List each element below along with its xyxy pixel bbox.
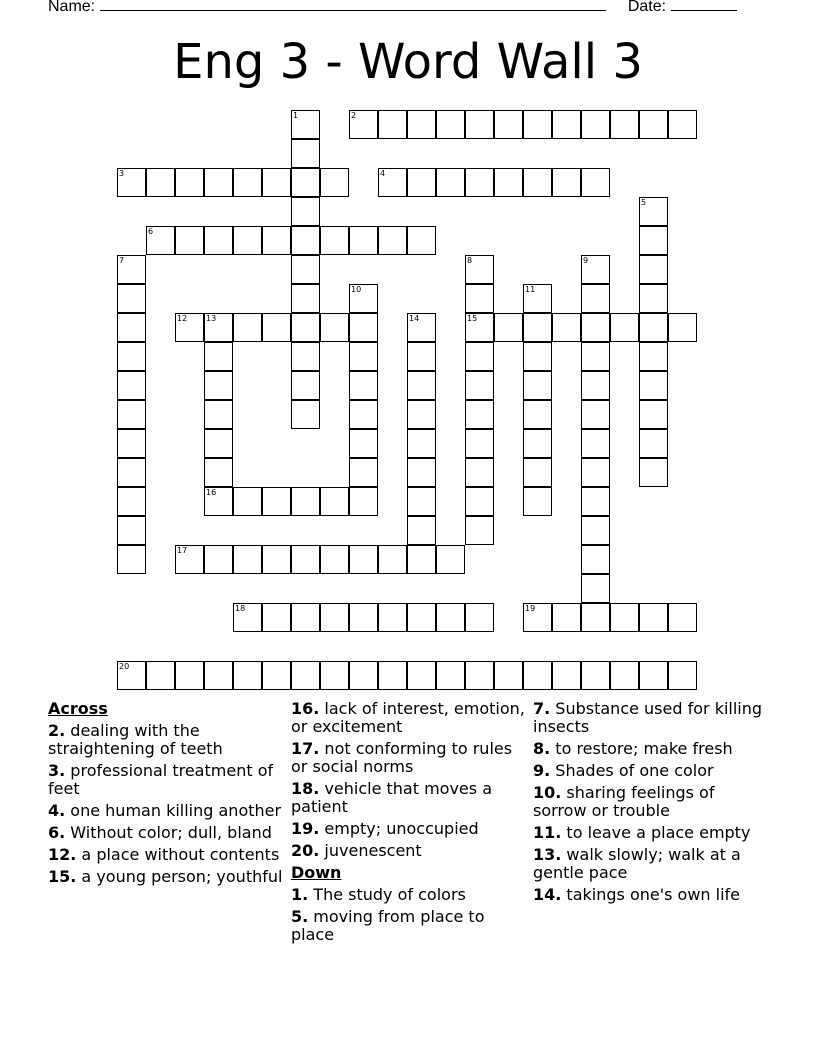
grid-cell[interactable]	[233, 226, 262, 255]
grid-cell[interactable]	[349, 313, 378, 342]
cell-number: 11	[525, 285, 536, 294]
grid-cell[interactable]	[291, 400, 320, 429]
grid-cell[interactable]	[552, 168, 581, 197]
grid-cell[interactable]	[581, 458, 610, 487]
name-label: Name:	[48, 0, 96, 15]
clue-text: dealing with the straightening of teeth	[48, 721, 223, 758]
clue-text: a place without contents	[76, 845, 280, 864]
grid-cell[interactable]	[465, 458, 494, 487]
grid-cell[interactable]	[552, 661, 581, 690]
clue-item	[533, 886, 768, 904]
grid-cell[interactable]	[262, 168, 291, 197]
grid-cell[interactable]	[668, 313, 697, 342]
grid-cell[interactable]	[204, 458, 233, 487]
grid-cell[interactable]	[523, 603, 552, 632]
clue-text: one human killing another	[65, 801, 282, 820]
clue-text: sharing feelings of sorrow or trouble	[533, 783, 715, 820]
grid-cell[interactable]	[465, 313, 494, 342]
grid-cell[interactable]	[639, 371, 668, 400]
grid-cell[interactable]	[581, 313, 610, 342]
cell-number: 12	[177, 314, 188, 323]
grid-cell[interactable]	[465, 342, 494, 371]
grid-cell[interactable]	[610, 603, 639, 632]
grid-cell[interactable]	[407, 487, 436, 516]
clue-text: moving from place to place	[291, 907, 485, 944]
clue-item	[48, 722, 283, 758]
grid-cell[interactable]	[291, 139, 320, 168]
clue-item	[291, 700, 526, 736]
header-line	[48, 0, 737, 16]
grid-cell[interactable]	[465, 429, 494, 458]
cell-number: 6	[148, 227, 154, 236]
grid-cell[interactable]	[117, 168, 146, 197]
grid-cell[interactable]	[610, 661, 639, 690]
grid-cell[interactable]	[407, 400, 436, 429]
clue-item	[291, 820, 526, 838]
grid-cell[interactable]	[117, 342, 146, 371]
grid-cell[interactable]	[320, 168, 349, 197]
grid-cell[interactable]	[639, 197, 668, 226]
clue-number: 5.	[291, 907, 309, 926]
grid-cell[interactable]	[581, 516, 610, 545]
clue-text: Substance used for killing insects	[533, 699, 763, 736]
grid-cell[interactable]	[436, 545, 465, 574]
clue-text: empty; unoccupied	[319, 819, 479, 838]
grid-cell[interactable]	[523, 284, 552, 313]
grid-cell[interactable]	[233, 545, 262, 574]
clue-number: 17.	[291, 739, 320, 758]
grid-cell[interactable]	[117, 458, 146, 487]
grid-cell[interactable]	[494, 168, 523, 197]
across-heading: Across	[48, 699, 108, 718]
grid-cell[interactable]	[146, 226, 175, 255]
grid-cell[interactable]	[291, 545, 320, 574]
grid-cell[interactable]	[465, 284, 494, 313]
grid-cell[interactable]	[117, 400, 146, 429]
grid-cell[interactable]	[668, 603, 697, 632]
clue-number: 4.	[48, 801, 66, 820]
clue-number: 11.	[533, 823, 562, 842]
grid-cell[interactable]	[523, 458, 552, 487]
clue-number: 14.	[533, 885, 562, 904]
grid-cell[interactable]	[262, 487, 291, 516]
clue-number: 1.	[291, 885, 309, 904]
grid-cell[interactable]	[291, 226, 320, 255]
grid-cell[interactable]	[378, 110, 407, 139]
grid-cell[interactable]	[639, 429, 668, 458]
grid-cell[interactable]	[407, 603, 436, 632]
grid-cell[interactable]	[378, 603, 407, 632]
grid-cell[interactable]	[320, 487, 349, 516]
grid-cell[interactable]	[291, 313, 320, 342]
grid-cell[interactable]	[233, 487, 262, 516]
grid-cell[interactable]	[407, 110, 436, 139]
grid-cell[interactable]	[523, 168, 552, 197]
clue-number: 10.	[533, 783, 562, 802]
grid-cell[interactable]	[378, 661, 407, 690]
down-clue-list-1	[291, 886, 526, 944]
clue-number: 8.	[533, 739, 551, 758]
grid-cell[interactable]	[407, 661, 436, 690]
grid-cell[interactable]	[639, 284, 668, 313]
grid-cell[interactable]	[465, 168, 494, 197]
grid-cell[interactable]	[349, 284, 378, 313]
grid-cell[interactable]	[204, 371, 233, 400]
grid-cell[interactable]	[552, 110, 581, 139]
clue-number: 2.	[48, 721, 66, 740]
grid-cell[interactable]	[494, 110, 523, 139]
clues-column-2	[291, 700, 526, 948]
cell-number: 16	[206, 488, 217, 497]
clues-column-1	[48, 700, 283, 890]
grid-cell[interactable]	[639, 342, 668, 371]
grid-cell[interactable]	[436, 168, 465, 197]
grid-cell[interactable]	[291, 168, 320, 197]
clue-number: 6.	[48, 823, 66, 842]
grid-cell[interactable]	[610, 110, 639, 139]
grid-cell[interactable]	[146, 661, 175, 690]
clue-item	[291, 740, 526, 776]
grid-cell[interactable]	[407, 342, 436, 371]
grid-cell[interactable]	[320, 545, 349, 574]
grid-cell[interactable]	[117, 487, 146, 516]
grid-cell[interactable]	[262, 661, 291, 690]
grid-cell[interactable]	[407, 226, 436, 255]
clue-item	[48, 762, 283, 798]
across-clue-list-2	[291, 700, 526, 860]
clue-text: to leave a place empty	[561, 823, 751, 842]
grid-cell[interactable]	[349, 545, 378, 574]
grid-cell[interactable]	[349, 371, 378, 400]
clues-column-3	[533, 700, 768, 908]
grid-cell[interactable]	[407, 429, 436, 458]
grid-cell[interactable]	[378, 226, 407, 255]
clue-number: 20.	[291, 841, 320, 860]
clue-text: The study of colors	[308, 885, 466, 904]
grid-cell[interactable]	[639, 255, 668, 284]
grid-cell[interactable]	[639, 313, 668, 342]
clue-item	[533, 740, 768, 758]
grid-cell[interactable]	[233, 168, 262, 197]
grid-cell[interactable]	[233, 661, 262, 690]
grid-cell[interactable]	[581, 429, 610, 458]
clue-item	[48, 824, 283, 842]
clue-item	[533, 784, 768, 820]
grid-cell[interactable]	[349, 487, 378, 516]
grid-cell[interactable]	[204, 226, 233, 255]
clue-number: 3.	[48, 761, 66, 780]
grid-cell[interactable]	[349, 661, 378, 690]
grid-cell[interactable]	[117, 313, 146, 342]
grid-cell[interactable]	[204, 429, 233, 458]
grid-cell[interactable]	[581, 371, 610, 400]
grid-cell[interactable]	[407, 168, 436, 197]
grid-cell[interactable]	[581, 400, 610, 429]
grid-cell[interactable]	[581, 255, 610, 284]
grid-cell[interactable]	[407, 371, 436, 400]
grid-cell[interactable]	[552, 603, 581, 632]
grid-cell[interactable]	[175, 661, 204, 690]
grid-cell[interactable]	[117, 371, 146, 400]
grid-cell[interactable]	[523, 313, 552, 342]
clue-text: professional treatment of feet	[48, 761, 274, 798]
grid-cell[interactable]	[291, 284, 320, 313]
grid-cell[interactable]	[291, 487, 320, 516]
grid-cell[interactable]	[407, 545, 436, 574]
grid-cell[interactable]	[117, 516, 146, 545]
across-clue-list-1	[48, 722, 283, 886]
grid-cell[interactable]	[175, 226, 204, 255]
cell-number: 17	[177, 546, 188, 555]
grid-cell[interactable]	[581, 284, 610, 313]
grid-cell[interactable]	[465, 400, 494, 429]
grid-cell[interactable]	[117, 661, 146, 690]
clue-item	[48, 846, 283, 864]
grid-cell[interactable]	[204, 400, 233, 429]
name-field[interactable]	[100, 0, 606, 11]
grid-cell[interactable]	[581, 342, 610, 371]
clue-number: 15.	[48, 867, 77, 886]
grid-cell[interactable]	[494, 313, 523, 342]
grid-cell[interactable]	[407, 458, 436, 487]
clue-number: 18.	[291, 779, 320, 798]
grid-cell[interactable]	[465, 487, 494, 516]
cell-number: 1	[293, 111, 299, 120]
clue-number: 12.	[48, 845, 77, 864]
cell-number: 13	[206, 314, 217, 323]
clue-item	[291, 886, 526, 904]
grid-cell[interactable]	[291, 197, 320, 226]
grid-cell[interactable]	[204, 342, 233, 371]
grid-cell[interactable]	[639, 226, 668, 255]
grid-cell[interactable]	[320, 226, 349, 255]
clue-item	[533, 762, 768, 780]
grid-cell[interactable]	[349, 342, 378, 371]
grid-cell[interactable]	[639, 661, 668, 690]
grid-cell[interactable]	[204, 545, 233, 574]
grid-cell[interactable]	[639, 603, 668, 632]
down-heading: Down	[291, 863, 342, 882]
grid-cell[interactable]	[204, 661, 233, 690]
grid-cell[interactable]	[581, 603, 610, 632]
grid-cell[interactable]	[465, 110, 494, 139]
cell-number: 19	[525, 604, 536, 613]
grid-cell[interactable]	[465, 603, 494, 632]
grid-cell[interactable]	[291, 342, 320, 371]
cell-number: 8	[467, 256, 473, 265]
clue-item	[48, 802, 283, 820]
grid-cell[interactable]	[639, 458, 668, 487]
grid-cell[interactable]	[581, 661, 610, 690]
grid-cell[interactable]	[465, 516, 494, 545]
grid-cell[interactable]	[175, 168, 204, 197]
clue-text: takings one's own life	[561, 885, 740, 904]
grid-cell[interactable]	[262, 603, 291, 632]
grid-cell[interactable]	[117, 255, 146, 284]
grid-cell[interactable]	[494, 661, 523, 690]
grid-cell[interactable]	[204, 487, 233, 516]
cell-number: 9	[583, 256, 589, 265]
grid-cell[interactable]	[407, 313, 436, 342]
grid-cell[interactable]	[581, 110, 610, 139]
clue-number: 13.	[533, 845, 562, 864]
clue-item	[291, 908, 526, 944]
clue-text: Without color; dull, bland	[65, 823, 272, 842]
grid-cell[interactable]	[117, 429, 146, 458]
grid-cell[interactable]	[262, 545, 291, 574]
grid-cell[interactable]	[291, 661, 320, 690]
down-clue-list-2	[533, 700, 768, 904]
grid-cell[interactable]	[146, 168, 175, 197]
grid-cell[interactable]	[523, 661, 552, 690]
grid-cell[interactable]	[349, 603, 378, 632]
grid-cell[interactable]	[465, 371, 494, 400]
grid-cell[interactable]	[436, 603, 465, 632]
grid-cell[interactable]	[581, 487, 610, 516]
grid-cell[interactable]	[349, 400, 378, 429]
cell-number: 4	[380, 169, 386, 178]
cell-number: 2	[351, 111, 357, 120]
grid-cell[interactable]	[291, 255, 320, 284]
cell-number: 10	[351, 285, 362, 294]
grid-cell[interactable]	[117, 284, 146, 313]
grid-cell[interactable]	[523, 110, 552, 139]
grid-cell[interactable]	[262, 226, 291, 255]
grid-cell[interactable]	[175, 313, 204, 342]
grid-cell[interactable]	[349, 110, 378, 139]
grid-cell[interactable]	[117, 545, 146, 574]
grid-cell[interactable]	[233, 603, 262, 632]
clue-text: not conforming to rules or social norms	[291, 739, 513, 776]
grid-cell[interactable]	[523, 400, 552, 429]
clue-text: walk slowly; walk at a gentle pace	[533, 845, 741, 882]
grid-cell[interactable]	[668, 661, 697, 690]
clue-item	[533, 700, 768, 736]
grid-cell[interactable]	[581, 545, 610, 574]
date-label: Date:	[627, 0, 667, 15]
grid-cell[interactable]	[378, 545, 407, 574]
grid-cell[interactable]	[378, 168, 407, 197]
clue-text: vehicle that moves a patient	[291, 779, 492, 816]
clue-text: to restore; make fresh	[550, 739, 733, 758]
clue-item	[291, 842, 526, 860]
clue-item	[533, 846, 768, 882]
cell-number: 5	[641, 198, 647, 207]
grid-cell[interactable]	[233, 313, 262, 342]
grid-cell[interactable]	[349, 458, 378, 487]
date-field[interactable]	[671, 0, 737, 11]
grid-cell[interactable]	[291, 371, 320, 400]
clue-text: a young person; youthful	[76, 867, 283, 886]
grid-cell[interactable]	[639, 400, 668, 429]
clue-number: 16.	[291, 699, 320, 718]
clue-number: 19.	[291, 819, 320, 838]
page-title: Eng 3 - Word Wall 3	[173, 34, 643, 90]
cell-number: 18	[235, 604, 246, 613]
clue-text: Shades of one color	[550, 761, 714, 780]
clue-number: 7.	[533, 699, 551, 718]
clue-text: juvenescent	[319, 841, 422, 860]
grid-cell[interactable]	[204, 168, 233, 197]
cell-number: 15	[467, 314, 478, 323]
grid-cell[interactable]	[523, 371, 552, 400]
grid-cell[interactable]	[262, 313, 291, 342]
grid-cell[interactable]	[610, 313, 639, 342]
cell-number: 7	[119, 256, 125, 265]
clue-text: lack of interest, emotion, or excitement	[291, 699, 525, 736]
grid-cell[interactable]	[436, 661, 465, 690]
clue-item	[48, 868, 283, 886]
cell-number: 3	[119, 169, 125, 178]
grid-cell[interactable]	[320, 603, 349, 632]
clue-item	[291, 780, 526, 816]
grid-cell[interactable]	[523, 487, 552, 516]
grid-cell[interactable]	[639, 110, 668, 139]
clue-number: 9.	[533, 761, 551, 780]
grid-cell[interactable]	[581, 168, 610, 197]
grid-cell[interactable]	[552, 313, 581, 342]
clue-item	[533, 824, 768, 842]
grid-cell[interactable]	[291, 110, 320, 139]
grid-cell[interactable]	[349, 429, 378, 458]
grid-cell[interactable]	[349, 226, 378, 255]
grid-cell[interactable]	[436, 110, 465, 139]
grid-cell[interactable]	[291, 603, 320, 632]
grid-cell[interactable]	[204, 313, 233, 342]
grid-cell[interactable]	[407, 516, 436, 545]
grid-cell[interactable]	[320, 313, 349, 342]
grid-cell[interactable]	[581, 574, 610, 603]
grid-cell[interactable]	[668, 110, 697, 139]
cell-number: 20	[119, 662, 130, 671]
grid-cell[interactable]	[523, 429, 552, 458]
grid-cell[interactable]	[465, 661, 494, 690]
cell-number: 14	[409, 314, 420, 323]
grid-cell[interactable]	[320, 661, 349, 690]
grid-cell[interactable]	[175, 545, 204, 574]
grid-cell[interactable]	[523, 342, 552, 371]
grid-cell[interactable]	[465, 255, 494, 284]
